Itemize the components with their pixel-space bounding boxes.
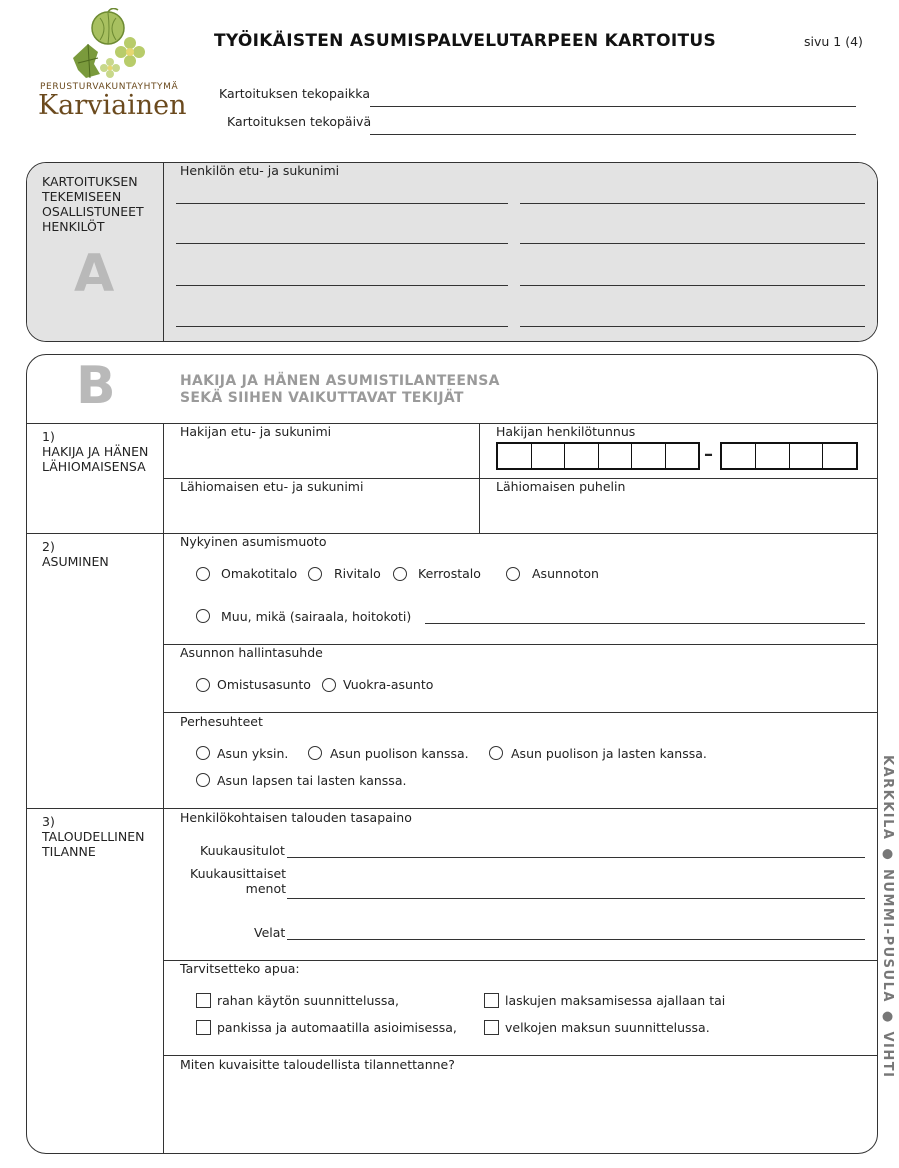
radio-omakotitalo[interactable] [196,567,210,581]
relative-phone-label: Lähiomaisen puhelin [496,479,626,494]
option-label: Omistusasunto [217,677,311,692]
radio-lapsen-kanssa[interactable] [196,773,210,787]
participant-name-field[interactable] [520,243,865,244]
describe-field[interactable] [170,1076,870,1146]
applicant-name-label: Hakijan etu- ja sukunimi [180,424,332,439]
debts-label: Velat [254,925,286,940]
radio-asun-yksin[interactable] [196,746,210,760]
date-label: Kartoituksen tekopäivä [227,114,372,129]
id-digit-box[interactable] [823,444,856,468]
expenses-label-line: Kuukausittaiset [190,866,287,881]
part3-title [42,814,144,859]
other-housing-field[interactable] [425,623,865,624]
help-label: Tarvitsetteko apua: [180,961,300,976]
part1-number: 1) [42,429,55,444]
part3-title-line: TILANNE [42,844,96,859]
option-label: Rivitalo [334,566,381,581]
option-label: Omakotitalo [221,566,298,581]
person-name-label: Henkilön etu- ja sukunimi [180,163,340,178]
section-a [26,162,878,342]
id-birthdate-boxes[interactable] [496,442,700,470]
place-label: Kartoituksen tekopaikka [219,86,370,101]
checkbox-budget-planning[interactable] [196,993,211,1008]
expenses-label [190,866,286,896]
id-digit-box[interactable] [666,444,699,468]
divider [163,1055,878,1056]
form-title: TYÖIKÄISTEN ASUMISPALVELUTARPEEN KARTOITUS [214,31,716,51]
radio-rivitalo[interactable] [308,567,322,581]
radio-omistusasunto[interactable] [196,678,210,692]
participant-name-field[interactable] [176,326,508,327]
section-a-name-panel [164,163,877,342]
radio-asunnoton[interactable] [506,567,520,581]
relative-name-label: Lähiomaisen etu- ja sukunimi [180,479,364,494]
id-digit-box[interactable] [532,444,566,468]
page-number: sivu 1 (4) [804,34,863,49]
section-a-title [42,174,144,234]
option-label: laskujen maksamisessa ajallaan tai [505,993,726,1008]
option-label: velkojen maksun suunnittelussa. [505,1020,710,1035]
part2-number: 2) [42,539,55,554]
expenses-label-line: menot [245,881,286,896]
section-b-heading [180,373,500,407]
radio-vuokra-asunto[interactable] [322,678,336,692]
applicant-name-field[interactable] [170,442,470,474]
divider [26,423,878,424]
option-label: Asunnoton [532,566,599,581]
divider [479,423,480,533]
section-a-title-line: KARTOITUKSEN [42,174,138,189]
option-label: Asun yksin. [217,746,289,761]
checkbox-bill-payment[interactable] [484,993,499,1008]
option-label: pankissa ja automaatilla asioimisessa, [217,1020,457,1035]
divider [163,712,878,713]
applicant-id-label: Hakijan henkilötunnus [496,424,636,439]
participant-name-field[interactable] [520,203,865,204]
option-label: rahan käytön suunnittelussa, [217,993,400,1008]
option-label: Asun puolison kanssa. [330,746,469,761]
participant-name-field[interactable] [176,285,508,286]
id-digit-box[interactable] [632,444,666,468]
tenure-label: Asunnon hallintasuhde [180,645,323,660]
id-digit-box[interactable] [565,444,599,468]
income-field[interactable] [287,857,865,858]
family-label: Perhesuhteet [180,714,263,729]
option-label: Asun puolison ja lasten kanssa. [511,746,707,761]
divider [26,808,878,809]
section-b-heading-line: HAKIJA JA HÄNEN ASUMISTILANTEENSA [180,373,500,389]
radio-other-housing[interactable] [196,609,210,623]
id-digit-box[interactable] [756,444,790,468]
divider [26,533,878,534]
participant-name-field[interactable] [176,203,508,204]
side-municipalities: KARKKILA ● NUMMI-PUSULA ● VIHTI [880,755,895,1079]
participant-name-field[interactable] [520,285,865,286]
part1-title-line: HAKIJA JA HÄNEN [42,444,149,459]
radio-puolison-lasten-kanssa[interactable] [489,746,503,760]
section-a-letter: A [74,244,115,304]
radio-puolison-kanssa[interactable] [308,746,322,760]
expenses-field[interactable] [287,898,865,899]
balance-label: Henkilökohtaisen talouden tasapaino [180,810,412,825]
id-separator: – [704,444,713,465]
option-label: Muu, mikä (sairaala, hoitokoti) [221,609,412,624]
id-suffix-boxes[interactable] [720,442,858,470]
section-b-letter: B [76,356,116,416]
option-label: Kerrostalo [418,566,481,581]
section-a-divider [163,163,164,342]
place-field[interactable] [370,106,856,107]
part2-title-line: ASUMINEN [42,554,109,569]
part3-title-line: TALOUDELLINEN [42,829,145,844]
part1-title [42,429,148,474]
debts-field[interactable] [287,939,865,940]
section-a-title-line: HENKILÖT [42,219,105,234]
id-digit-box[interactable] [599,444,633,468]
id-digit-box[interactable] [790,444,824,468]
housing-form-label: Nykyinen asumismuoto [180,534,327,549]
part3-number: 3) [42,814,55,829]
part1-title-line: LÄHIOMAISENSA [42,459,146,474]
describe-label: Miten kuvaisitte taloudellista tilannettanne? [180,1057,455,1072]
gooseberry-logo-icon [38,8,188,88]
income-label: Kuukausitulot [200,843,285,858]
participant-name-field[interactable] [176,243,508,244]
logo-name: Karviainen [38,90,187,121]
logo-org-line: PERUSTURVAKUNTAYHTYMÄ [40,82,179,92]
option-label: Asun lapsen tai lasten kanssa. [217,773,407,788]
date-field[interactable] [370,134,856,135]
id-digit-box[interactable] [498,444,532,468]
relative-name-field[interactable] [170,496,470,528]
section-a-title-line: TEKEMISEEN [42,189,122,204]
participant-name-field[interactable] [520,326,865,327]
relative-phone-field[interactable] [486,496,866,528]
section-b-heading-line: SEKÄ SIIHEN VAIKUTTAVAT TEKIJÄT [180,390,464,406]
id-digit-box[interactable] [722,444,756,468]
part2-title [42,539,109,569]
checkbox-debt-repayment[interactable] [484,1020,499,1035]
checkbox-banking[interactable] [196,1020,211,1035]
radio-kerrostalo[interactable] [393,567,407,581]
section-a-title-line: OSALLISTUNEET [42,204,144,219]
option-label: Vuokra-asunto [343,677,434,692]
logo [38,8,188,126]
